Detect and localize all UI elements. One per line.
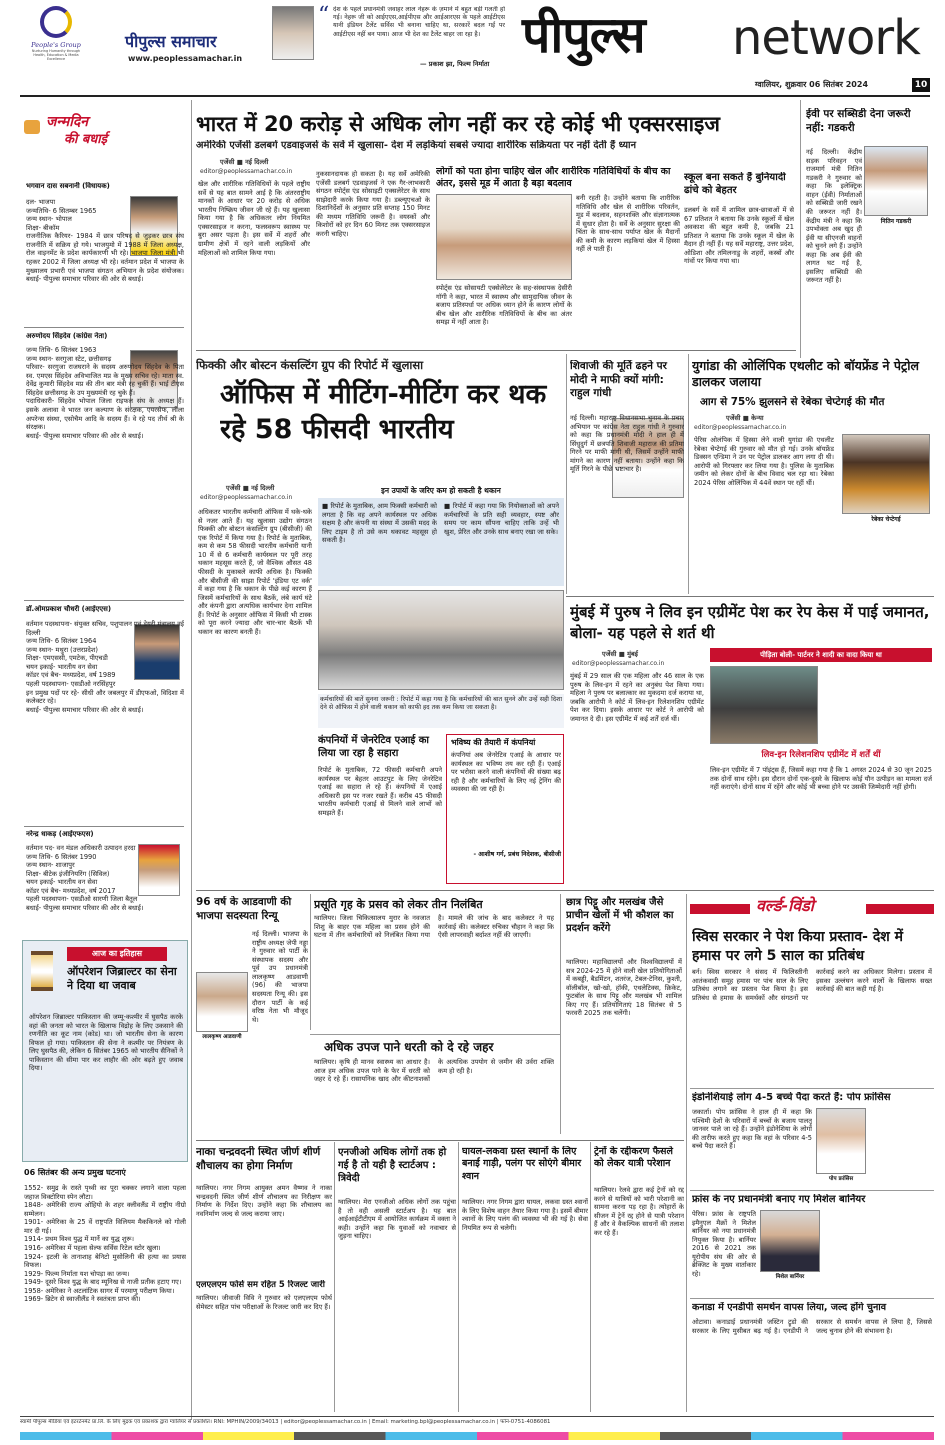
lead-box-caption: स्पोर्ट्स एंड सोसायटी एक्सेलेरेटर के सह-संस्थापक देसीरी गॉगी ने कहा, भारत में स्वास्थ्य और सामुदायिक जीवन के बजाय प्रतिस्पर्धा पर अधिक ध्यान होने के कारण लोगों के बीच खेल और शारीरिक गतिविधियों के बीच का अंतर समझ में नहीं आता है। xyxy=(436,284,572,327)
ngo-headline: एनजीओ अधिक लोगों तक हो गई है तो यही है स्टार्टअप : त्रिवेदी xyxy=(338,1147,447,1184)
logo-network: network xyxy=(732,10,920,66)
office-future-author: - आशीष गर्ग, प्रबंध निदेशक, बीसीजी xyxy=(473,851,561,858)
page-number: 10 xyxy=(912,78,930,92)
quote-author-photo xyxy=(272,6,314,60)
world-section-bar xyxy=(690,904,750,914)
office-future-title: भविष्य की तैयारी में कंपनियां xyxy=(451,738,536,747)
france-text-2 xyxy=(824,1210,932,1296)
group-name: People's Group xyxy=(31,41,81,49)
office-byline: एजेंसी ■ नई दिल्ली xyxy=(226,484,275,492)
lead-col1: खेल और शारीरिक गतिविधियों के पहले राष्ट्रीय सर्वे से यह बात सामने आई है कि अंतरराष्ट्रीय मानकों के आधार पर 20 करोड़ से अधिक भारतीय निष्क्रिय जीवन जी रहे हैं। यह खुलासा किया गया है कि अधिकतर लोग नियमित एक्सरसाइज न करना, फलस्वरूप स्वास्थ्य पर बुरा असर पड़ता है। इस सर्वे में शहरों और ग्रामीण क्षेत्रों में रहने वाली लड़कियों और महिलाओं को शामिल किया गया। xyxy=(198,180,310,257)
shivaji-text: नई दिल्ली। महाराष्ट्र विधानसभा चुनाव के प्रचार अभियान पर कांग्रेस नेता राहुल गांधी ने गुरुवार को कहा कि प्रधानमंत्री मोदी ने हाल ही में सिंधुदुर्ग में छत्रपति शिवाजी महाराज की प्रतिमा गिरने पर माफी मांगी थी, जिसमें उन्होंने माफी मांगने का कारण नहीं बताया। उन्होंने कहा कि मूर्ति गिरने के पीछे भ्रष्टाचार है। xyxy=(570,414,684,474)
brand-small: पीपुल्स समाचार xyxy=(125,32,217,51)
group-logo xyxy=(30,6,82,76)
mumbai-text: मुंबई में 29 साल की एक महिला और 46 साल के एक पुरुष के लिव-इन में रहने का अनुबंध पेश किया गया। महिला ने पुरुष पर बलात्कार का मुकदमा दर्ज कराया था, जबकि आरोपी ने कोर्ट में लिव-इन रिलेशनशिप एग्रीमेंट पेश कर दिया। इसके आधार पर कोर्ट ने आरोपी को जमानत दे दी। इस एग्रीमेंट में कई शर्तें दर्ज थीं। xyxy=(570,672,704,723)
office-kicker: फिक्की और बोस्टन कंसल्टिंग ग्रुप की रिपोर्ट में खुलासा xyxy=(196,358,424,372)
sub-headline: एलएलएम फोर्स सम रहित 5 रिजल्ट जारी xyxy=(196,1280,325,1290)
office-body: अधिकतर भारतीय कर्मचारी ऑफिस में थके-थके से नजर आते हैं। यह खुलासा उद्योग संगठन फिक्की और बोस्टन कंसल्टिंग ग्रुप (बीसीजी) की एक रिपोर्ट में किया गया है। रिपोर्ट के मुताबिक, कम से कम 58 फीसदी भारतीय कर्मचारी यानी 10 में से 6 कर्मचारी कार्यस्थल पर पूरी तरह थकान महसूस करते हैं, जो वैश्विक औसत 48 फीसदी के मुकाबले काफी अधिक है। फिक्की और बीसीजी की साझा रिपोर्ट 'इंडिया एट वर्क' में कहा गया है कि थकान के पीछे कई कारण हैं जिसमें कर्मचारियों के साथ बैठकें, लंबे कार्य घंटे और कंपनी द्वारा अत्यधिक कार्यभार देना शामिल हैं। रिपोर्ट के अनुसार ऑफिस में किसी भी टास्क को पूरा करने ज्यादा और चार-चार बैठकें भी थकान का कारण बनती हैं। xyxy=(198,508,312,636)
gadkari-text: नई दिल्ली। केंद्रीय सड़क परिवहन एवं राजमार्ग मंत्री नितिन गडकरी ने गुरुवार को कहा कि इलेक्ट्रिक वाहन (ईवी) निर्माताओं को सब्सिडी जारी रखने की जरूरत नहीं है। केंद्रीय मंत्री ने कहा कि उपभोक्ता अब खुद ही ईवी या सीएनजी वाहनों को चुनने लगे हैं। उन्होंने कहा कि अब ईवी की लागत घट गई है, इसलिए सब्सिडी की जरूरत नहीं है। xyxy=(806,148,862,285)
quote-text: देश के पहले प्रधानमंत्री जवाहर लाल नेहरू के ज़माने में बहुत बड़ी गलती हो गई। नेहरू जी को आईएएस,आईपीएस और आईआरएस के पहले आईटीएस यानी इंडियन टैलेंट सर्विस भी बनाना चाहिए था, सरकारें बदल गईं पर आईटीएस नहीं बन पाया। आज भी देश का टैलेंट बाहर जा रहा है। xyxy=(333,6,505,38)
train-headline: ट्रेनों के रद्दीकरण फैसले को लेकर यात्री परेशान xyxy=(594,1146,673,1170)
lead-email[interactable]: editor@peoplessamachar.co.in xyxy=(200,168,293,175)
office-photo-caption: कर्मचारियों की बातें सुनना जरूरी : रिपोर्ट में कहा गया है कि कर्मचारियों की बात सुनने और उन्हें सही दिशा देने से ऑफिस में होने वाली थकान को काफी हद तक कम किया जा सकता है। xyxy=(318,694,564,728)
swiss-text: बर्न। स्विस सरकार ने संसद में फिलिस्तीनी आतंकवादी समूह हमास पर पांच साल के लिए प्रतिबंध लगाने का प्रस्ताव पेश किया है। इस प्रतिबंध से हमास के समर्थकों और संगठनों पर कार्रवाई करने का अधिकार मिलेगा। प्रस्ताव में इसका उल्लंघन करने वालों के खिलाफ सख्त कार्रवाई की बात कही गई है। xyxy=(692,968,932,1002)
canada-text: ओटावा। कनाडाई प्रधानमंत्री जस्टिन ट्रूडो की सरकार के लिए मुसीबत बढ़ गई है। एनडीपी ने सरकार से समर्थन वापस ले लिया है, जिससे जल्द चुनाव होने की संभावना है। xyxy=(692,1318,932,1335)
bday-1-text: दल- भाजपा जन्मतिथि- 6 सितम्बर 1965 जन्म स्थान- भोपाल शिक्षा- बीकॉम राजनीतिक कैरियर- 1984 में छात्र परिषद से जुड़कर छात्र संघ राजनीति में सक्रिय हो गये। भाजयुमो में 1988 में जिला अध्यक्ष, रोल वाइनमेंट के प्रदेश कार्यकारणी भी रहे। भाजपा जिला मंत्री भी रहकर 2002 में जिला अध्यक्ष भी रहे। वर्तमान प्रदेश में भाजपा के मुख्यालय प्रभारी एवं भाजपा संगठन अभियान के प्रदेश संयोजक। बधाई- पीपुल्स समाचार परिवार की ओर से बधाई। xyxy=(26,198,184,284)
france-text: पेरिस। फ्रांस के राष्ट्रपति इमैनुएल मैक्रों ने मिशेल बार्नियर को नया प्रधानमंत्री नियुक्त किया है। बार्नियर 2016 से 2021 तक यूरोपीय संघ की ओर से ब्रेक्जिट के मुख्य वार्ताकार रहे। xyxy=(692,1210,756,1278)
prasuti-headline: प्रसूति गृह के प्रसव को लेकर तीन निलंबित xyxy=(314,898,483,911)
uganda-byline: एजेंसी ■ केन्या xyxy=(726,414,764,422)
advani-text: नई दिल्ली। भाजपा के राष्ट्रीय अध्यक्ष जेपी नड्डा ने गुरुवार को पार्टी के संस्थापक सदस्य और पूर्व उप प्रधानमंत्री लालकृष्ण आडवाणी (96) की भाजपा सदस्यता रिन्यू की। इस दौरान पार्टी के कई वरिष्ठ नेता भी मौजूद थे। xyxy=(252,930,308,1024)
upaj-text: ग्वालियर। कृषि ही मानव स्वास्थ्य का आधार है। आज हम अधिक उपज पाने के फेर में धरती को जहर दे रहे हैं। रासायनिक खाद और कीटनाशकों के अत्यधिक उपयोग से जमीन की उर्वरा शक्ति कम हो रही है। xyxy=(314,1058,554,1084)
lead-headline: भारत में 20 करोड़ से अधिक लोग नहीं कर रहे कोई भी एक्सरसाइज xyxy=(196,112,720,136)
office-ai-title: कंपनियों में जेनरेटिव एआई का लिया जा रहा है सहारा xyxy=(318,735,429,759)
lead-side-title: स्कूल बना सकते हैं बुनियादी ढांचे को बेहतर xyxy=(684,172,786,196)
lead-subhead: अमेरिकी एजेंसी डलबर्ग एडवाइजर्स के सर्वे में खुलासा- देश में लड़कियां सबसे ज्यादा शारीरिक सक्रियता पर नहीं देती हैं ध्यान xyxy=(196,140,637,151)
pope-photo-caption: पोप फ्रांसिस xyxy=(828,1176,854,1182)
events-header: 06 सितंबर की अन्य प्रमुख घटनाएं xyxy=(24,1168,126,1177)
quote-mark-icon: “ xyxy=(318,3,330,28)
office-tips-box xyxy=(318,498,564,586)
bday-4-text: वर्तमान पद- वन मंडल अधिकारी उत्पादन हरदा जन्म तिथि- 6 सितंबर 1990 जन्म स्थान- शाजापुर शिक्षा- बीटेक इंजीनियरिंग (सिविल) चयन इकाई- भारतीय वन सेवा कॉडर एवं बैच- मध्यप्रदेश, वर्ष 2017 पहली पदस्थापना- एसडीओ सारणी जिला बैतूल बधाई- पीपुल्स समाचार परिवार की ओर से बधाई। xyxy=(26,844,144,912)
rebecca-photo-caption: रेबेका चेप्टेगई xyxy=(871,516,901,523)
office-tips-header: इन उपायों के जरिए कम हो सकती है थकान xyxy=(381,486,501,495)
hourglass-icon xyxy=(31,951,53,991)
shivaji-headline: शिवाजी की मूर्ति ढहने पर मोदी ने माफी क्यों मांगी: राहुल गांधी xyxy=(570,360,667,400)
office-future-box xyxy=(446,734,564,884)
gadkari-photo-caption: नितिन गडकरी xyxy=(880,218,912,225)
bday-2-text: जन्म तिथि- 6 सितंबर 1963 जन्म स्थान- सरगुजा स्टेट, छत्तीसगढ़ परिवार- सरगुजा राजघराने के सदस्य अरुणोदय सिंहदेव के पिता स्व. एमएस सिंहदेव अविभाजित मप्र के मुख्य सचिव रहे। माता स्व. देवेंद्र कुमारी सिंहदेव मप्र की तीन बार मंत्री रह चुकीं हैं। भाई टीएस सिंहदेव छत्तीसगढ़ के उप मुख्यमंत्री रह चुके हैं। पदाधिकारी- सिंहदेव भोपाल जिला राइफल संघ के अध्यक्ष हैं। इसके अलावा वे भारत जन कल्याण के संरक्षक, एयरसेफ, लीला अपरेन्स संस्था, एसोचैम आदि के सदस्य हैं। वे रहे पद तीर्थ श्री के संरक्षक। बधाई- पीपुल्स समाचार परिवार की ओर से बधाई। xyxy=(26,346,184,440)
office-headline: ऑफिस में मीटिंग-मीटिंग कर थक रहे 58 फीसदी भारतीय xyxy=(220,379,547,445)
logo-peoples: पीपुल्स xyxy=(522,6,645,64)
birthday-header xyxy=(24,114,144,154)
dateline: ग्वालियर, शुक्रवार 06 सितंबर 2024 xyxy=(755,80,869,89)
office-email[interactable]: editor@peoplessamachar.co.in xyxy=(200,494,293,501)
uganda-headline: युगांडा की ओलिंपिक एथलीट को बॉयफ्रेंड ने पेट्रोल डालकर जलाया xyxy=(692,358,919,390)
mumbai-photo-side-text xyxy=(822,666,932,746)
ghayal-text: ग्वालियर। नगर निगम द्वारा घायल, लकवा ग्रस्त श्वानों के लिए विशेष वाहन तैयार किया गया है। इसमें बीमार श्वानों के लिए पलंग की व्यवस्था भी की गई है। सेवा नियमित रूप से चलेगी। xyxy=(462,1198,588,1232)
lead-photo xyxy=(436,194,572,280)
cake-icon xyxy=(24,120,40,134)
bday-3-text: वर्तमान पदस्थापना- संयुक्त सचिव, पशुपालन एवं डेयरी मंत्रालय नई दिल्ली जन्म तिथि- 6 सितंबर 1964 जन्म स्थान- मथुरा (उत्तरप्रदेश) शिक्षा- एमएससी, एमटेक, पीएचडी चयन इकाई- भारतीय वन सेवा कॉडर एवं बैच- मध्यप्रदेश, वर्ष 1989 पहली पदस्थापना- एसडीओ नरसिंहपुर इन प्रमुख पदों पर रहे- सीधी और जबलपुर में डीएफओ, विदिशा में कलेक्टर रहे। बधाई- पीपुल्स समाचार परिवार की ओर से बधाई। xyxy=(26,620,184,714)
brand-url[interactable]: www.peoplessamachar.in xyxy=(128,54,243,63)
toilet-text: ग्वालियर। नगर निगम आयुक्त अमन वैष्णव ने नाका चन्द्रवदनी स्थित जीर्ण शीर्ण शौचालय का निरीक्षण कर निर्माण के निर्देश दिए। उन्होंने कहा कि शौचालय का नवनिर्माण जल्द से जल्द कराया जाए। xyxy=(196,1184,332,1218)
uganda-email[interactable]: editor@peoplessamachar.co.in xyxy=(694,424,787,431)
history-title: ऑपरेशन जिब्राल्टर का सेना ने दिया था जवाब xyxy=(67,965,177,993)
gadkari-headline: ईवी पर सब्सिडी देना जरूरी नहीं: गडकरी xyxy=(806,108,911,134)
rebecca-photo xyxy=(842,434,930,514)
masthead-rule xyxy=(20,95,930,97)
group-logo-icon xyxy=(40,6,72,38)
canada-headline: कनाडा में एनडीपी समर्थन वापस लिया, जल्द होंगे चुनाव xyxy=(692,1302,887,1313)
birthday-title: जन्मदिन xyxy=(46,114,89,130)
world-section-title: वर्ल्ड-विंडो xyxy=(756,896,814,915)
pope-photo xyxy=(816,1108,866,1174)
history-text: ऑपरेशन जिब्राल्टर पाकिस्तान की जम्मू-कश्मीर में घुसपैठ करके वहां की जनता को भारत के खिलाफ विद्रोह के लिए उकसाने की रणनीति का कूट नाम (कोड) था। जो भारतीय सेना के कारण विफल हो गया। पाकिस्तान की सेना ने कश्मीर पर नियंत्रण के लिए घुसपैठ की, लेकिन 6 सितंबर 1965 को भारतीय सैनिकों ने पाकिस्तान की सीमा पार कर लाहौर की ओर बढ़ते हुए जवाब दिया। xyxy=(29,1013,183,1073)
history-box xyxy=(22,940,188,1162)
world-section-header xyxy=(690,896,934,924)
office-tip-1: ■ रिपोर्ट के मुताबिक, आम फिक्सी कर्मचारी को लगता है कि वह अपने कार्यस्थल पर अधिक सक्षम है और कंपनी या संस्था में उसकी मदद के लिए टाइम है तो उसे कम थकावट महसूस हो सकती है। xyxy=(322,502,437,545)
barnier-photo-caption: मिशेल बार्नियर xyxy=(775,1274,805,1280)
footer-imprint: स्वामी पीपुल्स मीडिया एवं इंटरटेनमेंट प्रा.लि. के लिए मुद्रक एवं प्रकाशक द्वारा ग्वालियर से प्रकाशित। RNI: MPHIN/2009/34013 | editor@peoplessamachar.co.in | Email: marketing.bpl@peoplessamachar.co.in | फोन-0751-4086081 xyxy=(20,1419,551,1425)
office-ai-text: रिपोर्ट के मुताबिक, 72 फीसदी कर्मचारी अपने कार्यस्थल पर बेहतर आउटपुट के लिए जेनरेटिव एआई का सहारा ले रहे हैं। कंपनियों में एआई अधिकारी इस पर नजर रखते हैं। करीब 45 फीसदी भारतीय कर्मचारी एआई से मिलने वाले लाभों को समझते हैं। xyxy=(318,766,442,817)
swiss-headline: स्विस सरकार ने पेश किया प्रस्ताव- देश में हमास पर लगे 5 साल का प्रतिबंध xyxy=(692,929,904,964)
uganda-subhead: आग से 75% झुलसने से रेबेका चेप्टेगई की मौत xyxy=(700,396,885,408)
sports-headline: छात्र पिट्टू और मलखंब जैसे प्राचीन खेलों में भी कौशल का प्रदर्शन करेंगे xyxy=(566,897,674,934)
mumbai-byline: एजेंसी ■ मुंबई xyxy=(602,650,638,658)
quote-author: — प्रकाश झा, फिल्म निर्माता xyxy=(420,60,490,68)
indo-headline: इंडोनेशियाई लोग 4-5 बच्चे पैदा करते हैं: पोप फ्रांसिस xyxy=(692,1092,891,1103)
mumbai-headline: मुंबई में पुरुष ने लिव इन एग्रीमेंट पेश कर रेप केस में पाई जमानत, बोला- यह पहले से शर्त थी xyxy=(570,603,930,642)
office-photo xyxy=(318,590,564,690)
history-header: आज का इतिहास xyxy=(67,947,167,961)
prasuti-text: ग्वालियर। जिला चिकित्सालय मुरार के नवजात शिशु के बाहर एक महिला का प्रसव होने की घटना में तीन कर्मचारियों को निलंबित किया गया है। मामले की जांच के बाद कलेक्टर ने यह कार्रवाई की। कलेक्टर रुचिका चौहान ने कहा कि ऐसी लापरवाही बर्दाश्त नहीं की जाएगी। xyxy=(314,914,554,940)
barnier-photo xyxy=(760,1210,820,1272)
mumbai-sub-text: लिव-इन एग्रीमेंट में 7 पॉइंट्स हैं, जिसमें कहा गया है कि 1 अगस्त 2024 से 30 जून 2025 तक दोनों साथ रहेंगे। इस दौरान दोनों एक-दूसरे के खिलाफ कोई यौन उत्पीड़न का मामला दर्ज नहीं कराएंगे। दोनों साथ में रहेंगे और कोई भी बच्चा होने पर उसकी जिम्मेदारी नहीं होगी। xyxy=(710,766,932,792)
mumbai-photo xyxy=(710,666,818,744)
bday-2-name: अरुणोदय सिंहदेव (कांग्रेस नेता) xyxy=(26,332,108,340)
bday-3-name: डॉ.ओमप्रकाश चौधरी (आईएएस) xyxy=(26,605,112,613)
color-registration-strip xyxy=(20,1432,934,1440)
ngo-text: ग्वालियर। मेरा एनजीओ अधिक लोगों तक पहुंचा है तो वही असली स्टार्टअप है। यह बात आईआईटीटीएम में आयोजित कार्यक्रम में वक्ता ने कही। उन्होंने कहा कि युवाओं को नवाचार से जुड़ना चाहिए। xyxy=(338,1198,456,1241)
mumbai-email[interactable]: editor@peoplessamachar.co.in xyxy=(572,660,665,667)
office-future-text: कंपनियां अब जेनरेटिव एआई के आधार पर कार्यस्थल का भविष्य तय कर रही हैं। एआई पर भरोसा करने वाली कंपनियों की संख्या बढ़ रही है और कर्मचारियों के लिए नई ट्रेनिंग की व्यवस्था की जा रही है। xyxy=(451,751,561,794)
sub-text: ग्वालियर। जीवाजी विवि ने गुरुवार को एलएलएम फोर्थ सेमेस्टर सहित पांच परीक्षाओं के रिजल्ट जारी कर दिए हैं। xyxy=(196,1294,332,1311)
sports-text: ग्वालियर। महाविद्यालयों और विश्वविद्यालयों में सत्र 2024-25 में होने वाली खेल प्रतियोगिताओं में कबड्डी, बैडमिंटन, शतरंज, टेबल-टेनिस, कुश्ती, वॉलीबॉल, खो-खो, हॉकी, एथलेटिक्स, क्रिकेट, फुटबॉल के साथ पिट्टू और मलखंब भी शामिल किए गए हैं। प्रतियोगिताएं 18 सितंबर से 5 फरवरी 2025 तक चलेंगी। xyxy=(566,958,682,1018)
group-tagline: Nurturing Humanity through Health, Education & Media Excellence xyxy=(31,49,81,62)
mumbai-sub-title: लिव-इन रिलेशनशिप एग्रीमेंट में शर्तें थीं xyxy=(761,750,881,760)
upaj-headline: अधिक उपज पाने धरती को दे रहे जहर xyxy=(324,1040,494,1054)
uganda-text: पेरिस ओलंपिक में हिस्सा लेने वाली युगांडा की एथलीट रेबेका चेप्टेगई की गुरुवार को मौत हो गई। उनके बॉयफ्रेंड डिक्सन एन्डिमा ने उन पर पेट्रोल डालकर आग लगा दी थी। आरोपी को गिरफ्तार कर लिया गया है। पुलिस के मुताबिक जमीन को लेकर दोनों के बीच विवाद चल रहा था। रेबेका 2024 पेरिस ओलिंपिक में 44वें स्थान पर रहीं थीं। xyxy=(694,436,834,487)
gadkari-photo xyxy=(864,146,928,216)
advani-photo-caption: लालकृष्ण आडवाणी xyxy=(202,1034,242,1040)
ghayal-headline: घायल-लकवा ग्रस्त स्थानों के लिए बनाई गाड़ी, पलंग पर सोएंगे बीमार श्वान xyxy=(462,1146,582,1182)
indo-text-2 xyxy=(870,1108,932,1188)
train-text: ग्वालियर। रेलवे द्वारा कई ट्रेनों को रद्द करने से यात्रियों को भारी परेशानी का सामना करना पड़ रहा है। त्योहारों के सीजन में ट्रेनें रद्द होने से यात्री परेशान हैं और वे वैकल्पिक साधनों की तलाश कर रहे हैं। xyxy=(594,1186,684,1237)
toilet-headline: नाका चन्द्रवदनी स्थित जीर्ण शीर्ण शौचालय का होगा निर्माण xyxy=(196,1146,321,1172)
lead-byline: एजेंसी ■ नई दिल्ली xyxy=(220,158,269,166)
events-list: 1552- समुद्र के रास्ते पृथ्वी का पूरा चक्कर लगाने वाला पहला जहाज विक्टोरिया स्पेन लौटा। 1848- अमेरिकी राज्य ओहियो के शहर क्लीवलैंड में राष्ट्रीय नीग्रो सम्मेलन। 1901- अमेरिका के 25 वें राष्ट्रपति विलियम मैककिनले को गोली मार दी गई। 1914- प्रथम विश्व युद्ध में मार्ने का युद्ध शुरू। 1916- अमेरिका में पहला सेल्फ सर्विस रिटेल स्टोर खुला। 1924- इटली के तानाशाह बेनिटो मुसोलिनी की हत्या का प्रयास विफल। 1929- फिल्म निर्माता यश चोपड़ा का जन्म। 1949- दूसरे विश्व युद्ध के बाद म्यूनिख से नाजी प्रतीक हटाए गए। 1958- अमेरिका ने अटलांटिक सागर में परमाणु परीक्षण किया। 1969- ब्रिटेन से स्वाजीलैंड ने स्वतंत्रता प्राप्त की। xyxy=(24,1184,186,1304)
mumbai-red-label: पीड़िता बोली- पार्टनर ने शादी का वादा किया था xyxy=(710,648,932,662)
indo-text: जकार्ता। पोप फ्रांसिस ने हाल ही में कहा कि पश्चिमी देशों के परिवारों में बच्चों के बजाय पालतू जानवर पाले जा रहे हैं। उन्होंने इंडोनेशिया के लोगों की तारीफ करते हुए कहा कि वहां के परिवार 4-5 बच्चे पैदा करते हैं। xyxy=(692,1108,812,1151)
bday-4-name: नरेन्द्र धाकड़ (आईएफएस) xyxy=(26,830,94,838)
lead-box-col1: बनी रहती है। उन्होंने बताया कि शारीरिक गतिविधि और खेल से शारीरिक परिवर्तन, मूड में बदलाव, सहनशक्ति और संज्ञानात्मक में सुधार होता है। सर्वे के अनुसार सुरक्षा की चिंता के साथ-साथ पर्याप्त खेल के मैदानों की कमी के कारण लड़कियां खेल में हिस्सा नहीं ले पाती हैं। xyxy=(576,194,680,254)
bday-1-name: भगवान दास सबनानी (विधायक) xyxy=(26,182,110,190)
france-headline: फ्रांस के नए प्रधानमंत्री बनाए गए मिशेल बार्नियर xyxy=(692,1194,866,1205)
advani-headline: 96 वर्ष के आडवाणी की भाजपा सदस्यता रिन्यू xyxy=(196,896,292,922)
birthday-subtitle: की बधाई xyxy=(64,132,108,147)
lead-side-text: डलबर्ग के सर्वे में शामिल छात्र-छात्राओं में से 67 प्रतिशत ने बताया कि उनके स्कूलों में खेल अवकाश की बहुत कमी है, जबकि 21 प्रतिशत ने बताया कि उनके स्कूल में खेल के मैदान ही नहीं हैं। यह सर्वे महाराष्ट्र, उत्तर प्रदेश, ओडिशा और तमिलनाडु के शहरों, कस्बों और गांवों पर किया गया था। xyxy=(684,206,794,266)
world-section-bar-2 xyxy=(866,904,934,914)
lead-col2: नुकसानदायक हो सकता है। यह सर्वे अमेरिकी एजेंसी डलबर्ग एडवाइजर्स ने एक गैर-लाभकारी संगठन स्पोर्ट्स एंड सोसाइटी एक्सलेरेटर के साथ साझेदारी करके किया गया है। डब्ल्यूएचओ के दिशानिर्देशों के अनुसार प्रति सप्ताह 150 मिनट की मध्यम गतिविधि जरूरी है। वयस्कों और किशोरों को हर दिन 60 मिनट तक एक्सरसाइज करनी चाहिए। xyxy=(316,170,430,238)
lead-box-title: लोगों को पता होना चाहिए खेल और शारीरिक गतिविधियों के बीच का अंतर, इससे मूड में आता है बड़ा बदलाव xyxy=(436,166,671,189)
office-tip-2: ■ रिपोर्ट में कहा गया कि नियोक्ताओं को अपने कर्मचारियों के प्रति सही व्यवहार, स्पष्ट और समय पर काम सौंपना चाहिए ताकि उन्हें भी खुश, प्रेरित और उनके साथ बनाए रखा जा सके। xyxy=(444,502,559,536)
